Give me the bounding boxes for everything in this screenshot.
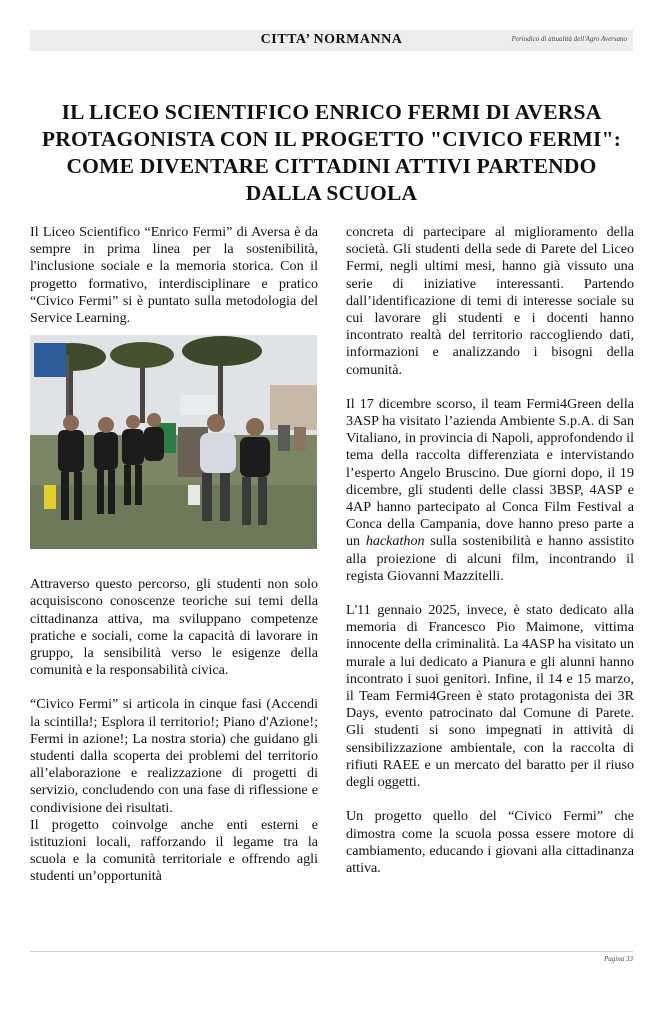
footer-divider <box>30 951 633 952</box>
hackathon-term: hackathon <box>365 533 425 550</box>
paragraph-phases: “Civico Fermi” si articola in cinque fasi (Accendi la scintilla!; Esplora il territorio!; Piano d'Azione!; Fermi in azione!; La nostra storia) che guidano gli studenti dalla scoperta dei problemi del territorio all’elaborazione e realizzazione di progetti di servizio, concludendo con una fase di riflessione e condivisione dei risultati. <box>30 696 318 816</box>
paragraph-december-events <box>346 396 634 585</box>
paragraph-january-march: L'11 gennaio 2025, invece, è stato dedicato alla memoria di Francesco Pio Maimone, vittima innocente della criminalità. La 4ASP ha visitato un murale a lui dedicato a Pianura e gli alunni hanno incontrato i suoi genitori. Infine, il 14 e 15 marzo, il Team Fermi4Green è stato protagonista dei 3R Days, evento patrocinato dal Comune di Parete. Gli studenti si sono impegnati in attività di sensibilizzazione ambientale, con la raccolta di rifiuti RAEE e un mercato del baratto per il riuso degli oggetti. <box>346 602 634 791</box>
paragraph-involvement-continued: concreta di partecipare al miglioramento della società. Gli studenti della sede di Parete del Liceo Fermi, negli ultimi mesi, hanno già vissuto una serie di iniziative interessanti. Partendo dall’identificazione di temi di interesse sociale su cui lavorare gli studenti e i docenti hanno incontrato realtà del territorio raccogliendo dati, informazioni e analizzando i bisogni della comunità. <box>346 224 634 378</box>
december-text-2: sulla sostenibilità e hanno assistito alla proiezione di alcuni film, incontrando il regista Giovanni Mazzitelli. <box>346 533 635 584</box>
publication-subtitle: Periodico di attualità dell'Agro Aversano <box>511 35 627 43</box>
page-number: Pagina 33 <box>604 955 633 963</box>
masthead-bar <box>30 30 633 51</box>
publication-title: CITTA’ NORMANNA <box>260 32 403 47</box>
december-text-1: Il 17 dicembre scorso, il team Fermi4Green della 3ASP ha visitato l’azienda Ambiente S.p.A. di San Vitaliano, in provincia di Napoli, approfondendo il tema della raccolta differenziata e intervistando l’esperto Angelo Bruscino. Due giorni dopo, il 19 dicembre, gli studenti delle classi 3BSP, 4ASP e 4AP hanno partecipato al Conca Film Festival a Conca della Campania, dove hanno preso parte a un <box>346 395 634 550</box>
paragraph-competences: Attraverso questo percorso, gli studenti non solo acquisiscono conoscenze teoriche sui temi della cittadinanza attiva, ma sviluppano competenze pratiche e sociali, come la capacità di lavorare in gruppo, la sensibilità verso le esigenze della comunità e la responsabilità civica. <box>30 576 318 679</box>
paragraph-involvement-start: Il progetto coinvolge anche enti esterni e istituzioni locali, rafforzando il legame tra la scuola e la comunità territoriale e offrendo agli studenti un’opportunità <box>30 816 318 885</box>
article-column-left <box>30 224 318 886</box>
photo-illustration <box>30 335 317 549</box>
article-column-right <box>346 224 634 877</box>
students-group-photo <box>30 335 317 549</box>
paragraph-conclusion: Un progetto quello del “Civico Fermi” che dimostra come la scuola possa essere motore di cambiamento, educando i giovani alla cittadinanza attiva. <box>346 808 634 876</box>
article-headline: IL LICEO SCIENTIFICO ENRICO FERMI DI AVERSA PROTAGONISTA CON IL PROGETTO "CIVICO FERMI": COME DIVENTARE CITTADINI ATTIVI PARTENDO DALLA SCUOLA <box>41 100 622 205</box>
paragraph-intro: Il Liceo Scientifico “Enrico Fermi” di Aversa è da sempre in prima linea per la sostenibilità, l'inclusione sociale e la memoria storica. Con il progetto formativo, interdisciplinare e pratico “Civico Fermi” si è puntato sulla metodologia del Service Learning. <box>30 224 318 327</box>
